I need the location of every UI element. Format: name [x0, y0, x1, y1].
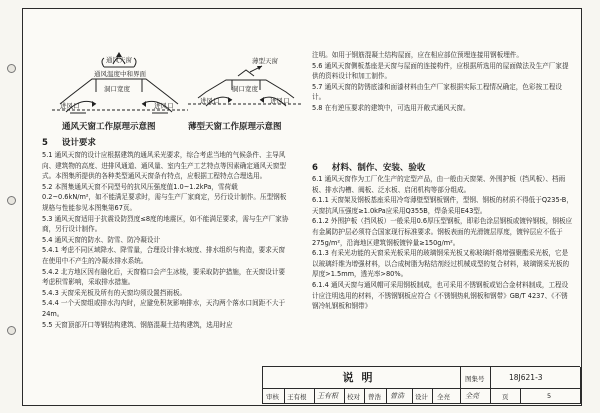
- signature: 王有根: [317, 392, 338, 400]
- signature: 曾浩: [390, 392, 404, 400]
- signature: 全亮: [465, 392, 479, 400]
- atlas-label: 图集号: [465, 375, 485, 383]
- thin-ventilator-label: 薄型天窗: [252, 57, 278, 65]
- paragraph: 5.4.2 北方地区因有融化后，天窗檐口会产生冰棱，要采取防护措施，在天窗设计要考虑积雪影响，采取排水措施。: [42, 267, 286, 287]
- air-inlet-label: 进风口: [154, 102, 174, 110]
- paragraph: 5.2 本图集通风天窗不同型号的抗风压强度值1.0~1.2kPa，雪荷载0.2~0.6kN/m²，如不能满足要求时，需与生产厂家商定，另行设计制作。压型钢板规格与性能参见本图集第67页。: [42, 182, 287, 212]
- section-title: 设计要求: [61, 138, 96, 148]
- paragraph: 6.1.3 有采光功能的天窗采光板采用的玻璃钢采光板又称玻璃纤维增强聚酯采光板，它是以玻璃纤维为增强材料，以合成树脂为粘结剂经过机械成型的复合材料，玻璃钢采光板的厚度>1.5mm，透光率>80%。: [312, 249, 570, 279]
- section-number: 5: [42, 138, 48, 148]
- notes-continued-text: [312, 50, 574, 114]
- paragraph: 5.4.1 考虑不同区域降水、降雪量，合理设计排水坡度、排水组织与构造，要求天窗在使用中不产生的冷凝水排水系统。: [42, 246, 286, 265]
- diagram-caption: 通风天窗工作原理示意图: [62, 122, 156, 132]
- paragraph: 5.8 在有逆压要求的建筑中，可选用开敞式通风天窗。: [312, 103, 470, 112]
- paragraph: 5.7 通风天窗的防锈底漆和面漆材料由生产厂家根据实际工程情况确定，色彩按工程设计。: [312, 82, 562, 102]
- paragraph: 5.6 通风天窗侧板基座是天窗与屋面的连接构件，应根据所选用的屋面做法及生产厂家提供的资料设计和加工制作。: [312, 61, 569, 81]
- page-number: 5: [547, 392, 552, 400]
- section-number: 6: [312, 163, 318, 173]
- page-label: 页: [502, 393, 509, 401]
- opening-width-label: 洞口宽度: [232, 85, 258, 93]
- paragraph: 5.5 天窗顶部开口等钢结构建筑、钢筋混凝土结构建筑，选用时应: [42, 320, 233, 329]
- section-heading-design: [42, 136, 110, 148]
- paragraph: 6.1.1 天窗架及钢板基座采用冷弯薄壁型钢板钢件，型钢、钢板的材质不得低于Q235-B，天窗抗风压强度≥1.0kPa应采用Q355B，焊条采用E43型。: [312, 196, 573, 215]
- role-label: 审核: [266, 393, 279, 401]
- paragraph: 5.1 通风天窗的设计应根据建筑的通风采光要求，综合考虑当地的气候条件、主导风向、建筑物的高度、进排风通道、通风量、室内生产工艺特点等因素确定通风天窗型式。本图集所提供的各种类型通风天窗条有特点，应根据工程特点合理选用。: [42, 151, 286, 181]
- role-label: 设计: [415, 393, 428, 401]
- paragraph: 6.1.2 外围护板（挡风板）一般采用0.6厚压型钢板，即彩色涂层钢板或镀锌钢板，钢板应有金属防护层必须符合国家现行标准要求。钢板表面的光滑镀层厚度，镀锌层应不低于275g/m²，沿海地区建筑钢板镀锌量≥150g/m²。: [312, 217, 573, 247]
- air-inlet-label: 进风口: [60, 102, 80, 110]
- paragraph: 5.4.4 一个天窗组或排水沟内时，应避免积灰影响排水，天沟两个落水口间距不大于24m。: [42, 299, 286, 318]
- materials-text: [312, 174, 574, 312]
- paragraph: 注明。如用于钢筋混凝土结构屋面，应在相应部位预埋连接用钢板埋件。: [312, 51, 523, 59]
- role-label: 校对: [347, 393, 360, 401]
- role-name: 曾浩: [368, 393, 381, 401]
- role-name: 全亮: [437, 393, 450, 401]
- paragraph: 6.1.4 通风天窗与通风帽可采用钢板制成，也可采用不锈钢板或铝合金材料制成，工程设计应注明选用的材料，不锈钢钢板应符合《不锈钢热轧钢板和钢带》GB/T 4237、《不锈钢冷轧钢板和钢带》: [312, 280, 569, 311]
- paragraph: 5.4.3 天窗采光板及所有的天窗均须设置挡雨板。: [42, 288, 187, 297]
- design-requirements-text: [42, 150, 290, 330]
- section-heading-materials: [312, 161, 439, 173]
- air-inlet-label: 进风口: [200, 97, 220, 105]
- role-name: 王有根: [287, 393, 307, 401]
- paragraph: 5.4 通风天窗的防水、防雪、防冷凝设计: [42, 235, 161, 244]
- section-title: 材料、制作、安装、验收: [331, 163, 426, 173]
- title-block: [262, 366, 580, 404]
- paragraph: 6.1 通风天窗作为工厂化生产的定型产品，由一般由天窗架、外围护板（挡风板）、档雨板、排水沟槽、阀板、泛水板、启闭机构等部分组成。: [312, 175, 566, 194]
- air-inlet-label: 进风口: [270, 97, 290, 105]
- neutral-plane-label: 通风温度中和界面: [94, 70, 146, 78]
- opening-width-label: 洞口宽度: [104, 85, 130, 93]
- atlas-number: 18J621-3: [509, 373, 543, 382]
- sheet-title: 说明: [263, 367, 461, 389]
- paragraph: 5.3 通风天窗适用于抗震设防烈度≤8度的地震区，如不能满足要求，需与生产厂家协商，另行设计制作。: [42, 214, 289, 234]
- diagram-caption: 薄型天窗工作原理示意图: [188, 122, 282, 132]
- roof-ventilator-label: 通风天窗: [106, 56, 132, 64]
